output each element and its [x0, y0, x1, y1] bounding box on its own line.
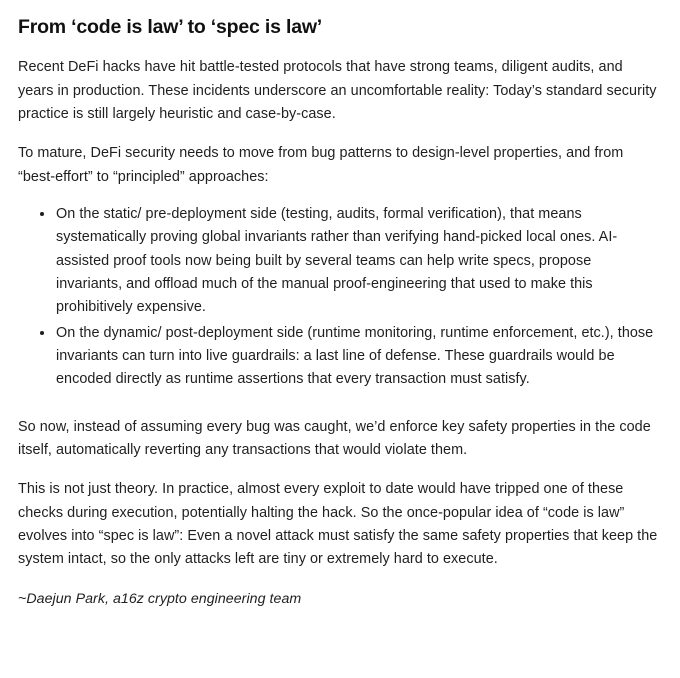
paragraph-intro: Recent DeFi hacks have hit battle-tested protocols that have strong teams, diligent audits, and years in production. These incidents underscore an uncomfortable reality: Today’s standard security practice is still largely heuristic and case-by-case.	[18, 59, 657, 122]
bullet-list	[18, 203, 660, 392]
paragraph-practice: This is not just theory. In practice, almost every exploit to date would have tripped one of these checks during execution, potentially halting the hack. So the once-popular idea of “code is law” evolves into “spec is law”: Even a novel attack must satisfy the same safety properties that keep the system intact, so the only attacks left are tiny or extremely hard to execute.	[18, 481, 658, 568]
list-item: On the dynamic/ post-deployment side (runtime monitoring, runtime enforcement, etc.), those invariants can turn into live guardrails: a last line of defense. These guardrails would be encoded directly as runtime assertions that every transaction must satisfy.	[40, 322, 660, 392]
list-item: On the static/ pre-deployment side (testing, audits, formal verification), that means systematically proving global invariants rather than verifying hand-picked local ones. AI-assisted proof tools now being built by several teams can help write specs, propose invariants, and offload much of the manual proof-engineering that used to make this prohibitively expensive.	[40, 203, 660, 320]
section-spacer	[18, 406, 660, 416]
paragraph-enforce: So now, instead of assuming every bug was caught, we’d enforce key safety properties in the code itself, automatically reverting any transactions that would violate them.	[18, 418, 651, 458]
byline: ~Daejun Park, a16z crypto engineering team	[18, 590, 302, 607]
paragraph-maturity: To mature, DeFi security needs to move from bug patterns to design-level properties, and from “best-effort” to “principled” approaches:	[18, 145, 624, 185]
page-title: From ‘code is law’ to ‘spec is law’	[18, 16, 323, 38]
